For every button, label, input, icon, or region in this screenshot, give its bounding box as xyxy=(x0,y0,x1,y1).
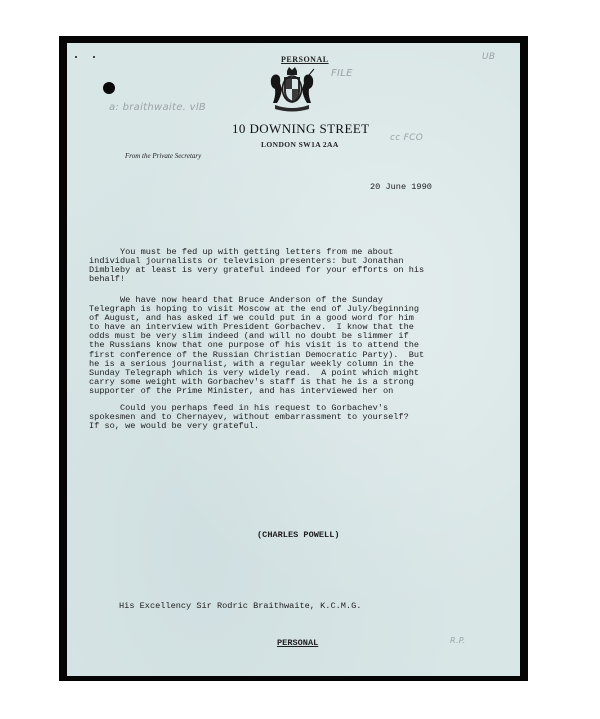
handwritten-initials-bottom: R.P. xyxy=(450,636,466,645)
paragraph-2: We have now heard that Bruce Anderson of the Sunday Telegraph is hoping to visit Moscow at the end of July/beginning of August, and has asked if we could put in a good word for him to have an interview with President Gorbachev. I know that the odds must be very slim indeed (and will no doubt be slimmer if the Russians know that one purpose of his visit is to attend the first conference of the Russian Christian Democratic Party). But he is a serious journalist, with a regular weekly column in the Sunday Telegraph which is very widely read. A point which might carry some weight with Gorbachev's staff is that he is a strong supporter of the Prime Minister, and has interviewed her on xyxy=(89,295,425,396)
paragraph-3: Could you perhaps feed in his request to Gorbachev's spokesmen and to Chernayev, without embarrassment to yourself? If so, we would be very grateful. xyxy=(89,403,409,432)
paragraph-1: You must be fed up with getting letters from me about individual journalists or television presenters: but Jonathan Dimbleby at least is very grateful indeed for your efforts on his behalf! xyxy=(89,247,425,285)
handwritten-cc-note: cc FCO xyxy=(390,133,424,143)
classification-bottom: PERSONAL xyxy=(277,638,319,648)
paper-speck xyxy=(75,56,77,58)
royal-crest-icon xyxy=(267,67,317,113)
address-street: 10 DOWNING STREET xyxy=(232,121,370,136)
signature-name: (CHARLES POWELL) xyxy=(257,530,340,540)
handwritten-initials-top: UB xyxy=(482,52,496,62)
handwritten-file-note: FILE xyxy=(331,68,353,79)
handwritten-reference-note: a: braithwaite. vlB xyxy=(109,102,207,113)
addressee: His Excellency Sir Rodric Braithwaite, K.C.M.G. xyxy=(119,601,362,611)
address-city: LONDON SW1A 2AA xyxy=(261,140,339,149)
letter-date: 20 June 1990 xyxy=(370,182,432,192)
classification-top: PERSONAL xyxy=(281,55,329,64)
letter-page xyxy=(67,43,520,676)
from-private-secretary: From the Private Secretary xyxy=(125,152,202,160)
paper-speck xyxy=(93,56,95,58)
punch-hole xyxy=(103,82,115,94)
